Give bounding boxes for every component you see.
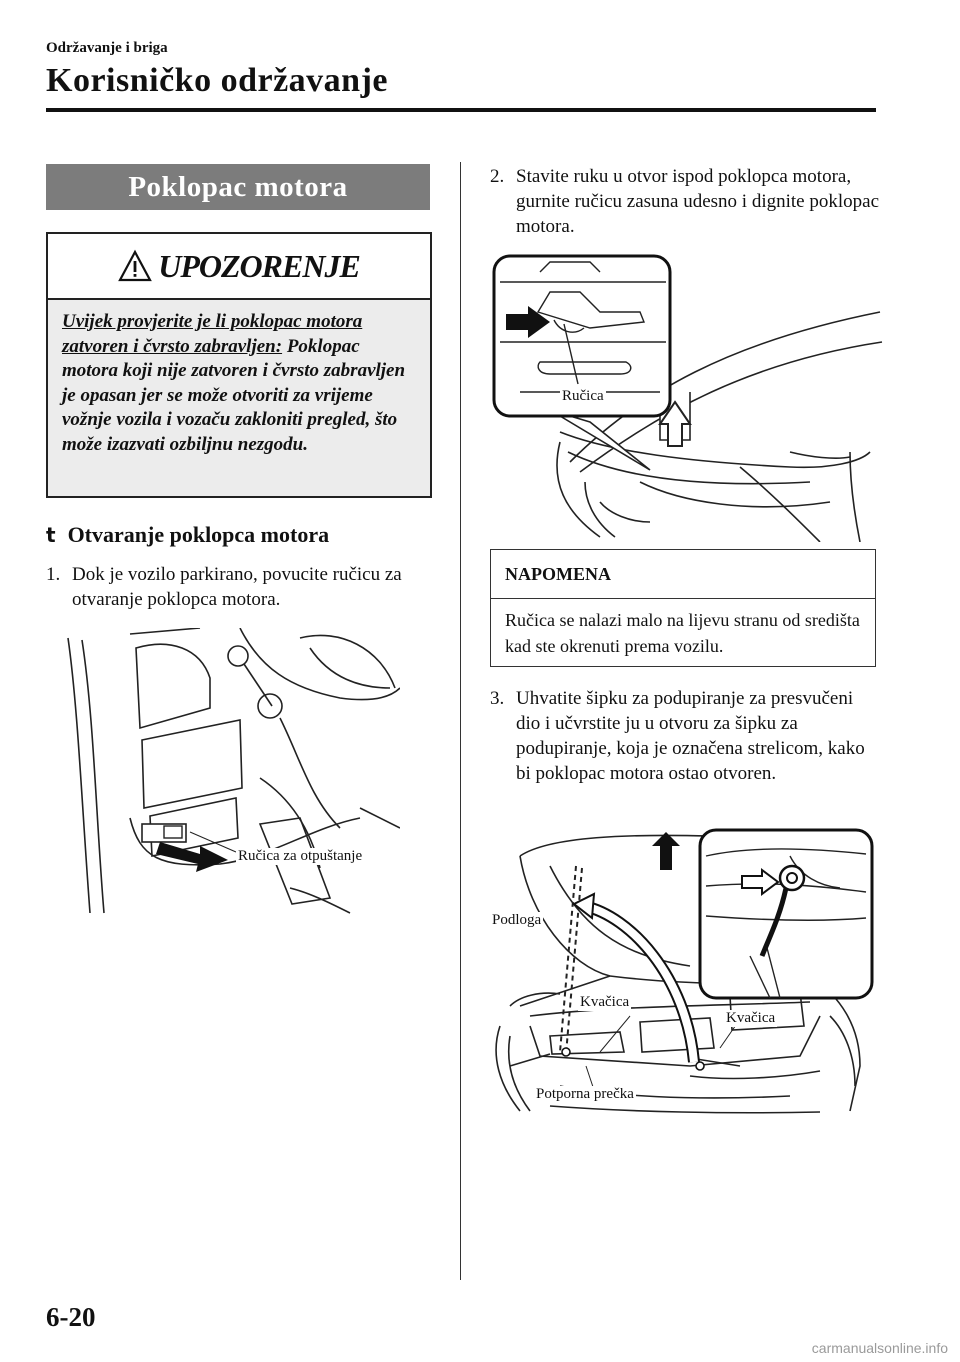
step-number: 1. bbox=[46, 564, 61, 585]
note-box bbox=[490, 549, 876, 667]
warning-underlined-text: Uvijek provjerite je li poklopac motora zatvoren i čvrsto zabravljen: bbox=[62, 311, 363, 357]
subheading bbox=[46, 522, 329, 548]
warning-header bbox=[48, 234, 430, 300]
label-pad: Podloga bbox=[492, 912, 542, 928]
step-text: Dok je vozilo parkirano, povucite ručicu za otvaranje poklopca motora. bbox=[72, 564, 402, 610]
watermark-text: carmanualsonline.info bbox=[811, 1340, 948, 1356]
page-title: Korisničko održavanje bbox=[46, 62, 388, 99]
subheading-text: Otvaranje poklopca motora bbox=[67, 522, 330, 547]
section-banner: Poklopac motora bbox=[46, 164, 430, 210]
note-title: NAPOMENA bbox=[491, 550, 875, 599]
column-divider bbox=[460, 162, 461, 1280]
label-lever: Ručica bbox=[562, 388, 604, 404]
page-number: 6-20 bbox=[46, 1302, 96, 1332]
warning-triangle-icon bbox=[118, 249, 152, 283]
label-clip-left: Kvačica bbox=[580, 994, 630, 1010]
step-number: 2. bbox=[490, 166, 505, 187]
section-title: Održavanje i briga bbox=[46, 40, 168, 56]
label-support-rod: Potporna prečka bbox=[536, 1086, 634, 1102]
support-rod-illustration bbox=[490, 826, 876, 1116]
warning-body-text: Poklopac motora koji nije zatvoren i čvrsto zabravljen je opasan jer se može otvoriti za vrijeme vožnje vozila i vozaču zakloniti pregled, što može izazvati ozbiljnu nezgodu. bbox=[62, 335, 406, 455]
header-rule bbox=[46, 108, 876, 112]
step-3 bbox=[490, 686, 880, 786]
hood-latch-illustration bbox=[490, 252, 886, 542]
step-number: 3. bbox=[490, 688, 505, 709]
note-text: Ručica se nalazi malo na lijevu stranu od središta kad ste okrenuti prema vozilu. bbox=[505, 610, 860, 656]
step-1 bbox=[46, 562, 436, 612]
warning-text bbox=[48, 300, 430, 457]
subheading-marker: t bbox=[46, 523, 56, 547]
label-clip-right: Kvačica bbox=[726, 1010, 776, 1026]
step-text: Stavite ruku u otvor ispod poklopca motora, gurnite ručicu zasuna udesno i dignite poklopac motora. bbox=[516, 166, 880, 237]
release-lever-illustration bbox=[60, 628, 400, 918]
warning-title: UPOZORENJE bbox=[158, 247, 360, 284]
step-2 bbox=[490, 164, 880, 239]
warning-box bbox=[46, 232, 432, 498]
label-release-lever: Ručica za otpuštanje bbox=[238, 848, 363, 864]
step-text: Uhvatite šipku za podupiranje za presvučeni dio i učvrstite ju u otvoru za šipku za podupiranje, koja je označena strelicom, kako bi poklopac motora ostao otvoren. bbox=[516, 688, 865, 784]
